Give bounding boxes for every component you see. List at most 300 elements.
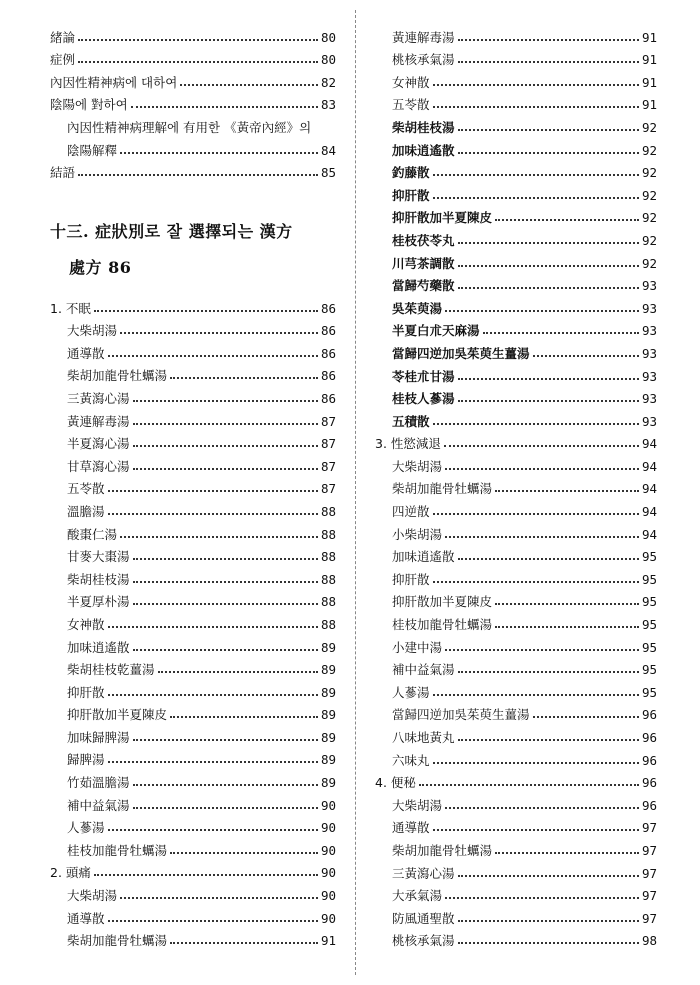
dot-leader [170,852,318,854]
toc-entry-title: 補中益氣湯 [67,797,130,813]
toc-entry [50,519,336,542]
dot-leader [433,762,639,764]
toc-entry-page: 92 [641,165,657,181]
toc-entry [50,474,336,497]
dot-leader [458,558,639,560]
toc-entry-page: 95 [641,662,657,678]
toc-entry [50,677,336,700]
toc-entry-page: 90 [320,842,336,858]
toc-entry-title: 甘草瀉心湯 [67,458,130,474]
dot-leader [120,152,318,154]
toc-entry-page: 88 [320,571,336,587]
dot-leader [433,174,639,176]
dot-leader [483,332,639,334]
toc-entry-page: 90 [320,910,336,926]
toc-entry [375,158,657,181]
toc-entry [50,429,336,452]
toc-entry-title: 桂枝加龍骨牡蠣湯 [392,617,493,633]
toc-entry-title: 抑肝散加半夏陳皮 [67,707,168,723]
dot-leader [78,61,318,63]
dot-leader [133,423,318,425]
toc-entry-title: 溫膽湯 [67,503,105,519]
dot-leader [108,626,318,628]
toc-right [375,22,657,948]
toc-entry-page: 94 [641,481,657,497]
toc-entry-page: 80 [320,52,336,68]
toc-entry-page: 96 [641,730,657,745]
toc-entry-title: 4. 便秘 [375,775,416,791]
dot-leader [495,626,639,628]
dot-leader [458,739,639,741]
toc-entry-page: 83 [320,97,336,113]
dot-leader [433,581,639,583]
dot-leader [133,603,318,605]
toc-entry-title: 六味丸 [392,752,430,768]
toc-entry [50,767,336,790]
toc-entry [50,609,336,632]
toc-entry [375,881,657,904]
toc-entry-page: 80 [320,29,336,45]
toc-entry [50,722,336,745]
dot-leader [495,490,639,492]
toc-entry [375,519,657,542]
toc-entry-title: 大柴胡湯 [67,323,118,339]
toc-entry-page: 88 [320,616,336,632]
toc-entry-title: 通導散 [67,910,105,926]
dot-leader [495,852,639,854]
toc-entry-page: 90 [320,888,336,904]
toc-entry-title: 三黃瀉心湯 [67,390,130,406]
toc-entry-title: 桂枝加龍骨牡蠣湯 [67,842,168,858]
toc-entry [375,316,657,339]
toc-entry-title: 柴胡加龍骨牡蠣湯 [67,368,168,384]
toc-entry [50,700,336,723]
toc-entry [50,90,336,113]
toc-entry-title: 大承氣湯 [392,888,443,904]
dot-leader [108,490,318,492]
column-divider [355,10,356,975]
toc-entry-title: 陰陽解釋 [67,142,118,158]
toc-entry-title: 加味逍遙散 [392,142,455,158]
toc-entry-title: 柴胡加龍骨牡蠣湯 [67,933,168,949]
toc-entry-title: 大柴胡湯 [67,888,118,904]
toc-entry-title: 酸棗仁湯 [67,526,118,542]
dot-leader [458,942,639,944]
dot-leader [458,875,639,877]
toc-entry-title: 桃核承氣湯 [392,52,455,68]
toc-entry-title: 黃連解毒湯 [67,413,130,429]
dot-leader [133,739,318,741]
toc-entry [375,384,657,407]
toc-entry-page: 86 [320,345,336,361]
toc-entry-title: 苓桂朮甘湯 [392,368,455,384]
toc-entry-page: 90 [320,865,336,881]
toc-entry-page: 92 [641,142,657,158]
toc-entry-page: 94 [641,458,657,474]
toc-entry [375,903,657,926]
toc-entry-title: 桂枝茯苓丸 [392,232,455,248]
dot-leader [120,536,318,538]
toc-entry-page: 93 [641,300,657,316]
toc-entry-page: 86 [320,368,336,384]
toc-entry-title: 當歸芍藥散 [392,278,455,294]
toc-entry-page: 96 [641,775,657,791]
toc-entry-page: 91 [320,933,336,949]
toc-entry-page: 92 [641,119,657,135]
dot-leader [120,897,318,899]
dot-leader [180,84,318,86]
dot-leader [433,829,639,831]
section-heading [50,218,340,282]
toc-entry-page: 97 [641,842,657,858]
toc-entry-title: 通導散 [67,345,105,361]
toc-entry [375,496,657,519]
toc-entry-page: 89 [320,639,336,655]
toc-entry [50,880,336,903]
toc-entry-title: 緒論 [50,29,76,45]
toc-entry-title: 五苓散 [392,97,430,113]
toc-entry-title: 小柴胡湯 [392,526,443,542]
dot-leader [133,558,318,560]
dot-leader [433,106,639,108]
toc-entry-page: 90 [320,797,336,813]
toc-entry-page: 97 [641,888,657,904]
toc-entry-page: 87 [320,436,336,452]
toc-entry-page: 86 [320,300,336,316]
toc-entry [375,768,657,791]
dot-leader [170,377,318,379]
toc-entry-page: 87 [320,458,336,474]
toc-entry-page: 84 [320,142,336,158]
toc-entry-page: 93 [641,391,657,407]
toc-entry-title: 柴胡桂枝湯 [67,571,130,587]
toc-entry-page: 89 [320,684,336,700]
toc-entry [375,722,657,745]
toc-entry-title: 防風通聖散 [392,910,455,926]
toc-entry [375,180,657,203]
toc-entry-page: 91 [641,97,657,113]
toc-entry [375,293,657,316]
toc-entry-title: 川芎茶調散 [392,255,455,271]
dot-leader [458,61,639,63]
toc-entry-title: 桂枝人蔘湯 [392,391,455,407]
toc-entry [375,203,657,226]
toc-entry-page: 95 [641,549,657,565]
toc-entry-page: 89 [320,707,336,723]
dot-leader [78,39,318,41]
toc-entry-page: 98 [641,933,657,949]
toc-entry-page: 94 [641,526,657,542]
toc-entry-title: 女神散 [392,74,430,90]
dot-leader [108,920,318,922]
toc-entry-title: 人蔘湯 [392,684,430,700]
dot-leader [433,423,639,425]
dot-leader [170,942,318,944]
dot-leader [433,513,639,515]
toc-entry-page: 93 [641,345,657,361]
toc-entry-page: 89 [320,752,336,768]
toc-entry-title: 內因性精神病에 대하여 [50,74,178,90]
dot-leader [445,310,639,312]
toc-entry-title: 半夏瀉心湯 [67,436,130,452]
dot-leader [108,761,318,763]
toc-entry-title: 桃核承氣湯 [392,933,455,949]
toc-entry [50,293,336,316]
toc-entry [375,926,657,949]
dot-leader [433,84,639,86]
toc-entry [50,451,336,474]
toc-entry-page: 86 [320,390,336,406]
dot-leader [495,603,639,605]
toc-entry-title: 大柴胡湯 [392,797,443,813]
toc-entry [50,496,336,519]
toc-entry-page: 93 [641,323,657,339]
toc-entry-page: 86 [320,323,336,339]
toc-entry-page: 88 [320,503,336,519]
dot-leader [495,219,639,221]
toc-entry-title: 柴胡加龍骨牡蠣湯 [392,842,493,858]
dot-leader [458,920,639,922]
toc-entry-title: 抑肝散 [67,684,105,700]
toc-entry-title: 大柴胡湯 [392,458,443,474]
toc-entry-title: 結語 [50,165,76,181]
toc-entry [375,609,657,632]
toc-left-bottom [50,293,336,948]
toc-entry [375,225,657,248]
dot-leader [458,671,639,673]
toc-entry-title: 通導散 [392,820,430,836]
toc-entry-title: 抑肝散 [392,187,430,203]
toc-entry-title: 1. 不眠 [50,300,91,316]
toc-entry [50,835,336,858]
toc-entry [375,790,657,813]
dot-leader [458,242,639,244]
toc-entry-title: 半夏厚朴湯 [67,594,130,610]
toc-entry [375,813,657,836]
dot-leader [133,581,318,583]
toc-entry-title: 抑肝散加半夏陳皮 [392,210,493,226]
toc-entry-title: 抑肝散 [392,571,430,587]
section-title-line1: 十三. 症狀別로 잘 選擇되는 漢方 [50,222,293,241]
toc-entry [375,745,657,768]
dot-leader [120,332,318,334]
dot-leader [445,897,639,899]
toc-entry-title: 當歸四逆加吳茱萸生薑湯 [392,345,530,361]
toc-entry-title: 半夏白朮天麻湯 [392,323,480,339]
toc-entry-page: 92 [641,232,657,248]
toc-entry [375,248,657,271]
dot-leader [108,355,318,357]
toc-left-top [50,22,336,180]
toc-entry-page: 94 [641,504,657,520]
toc-entry-page: 85 [320,165,336,181]
toc-entry-title: 柴胡桂枝乾薑湯 [67,662,155,678]
dot-leader [433,197,639,199]
toc-entry-title: 五積散 [392,413,430,429]
toc-entry [375,112,657,135]
toc-entry [50,813,336,836]
toc-entry [50,338,336,361]
toc-entry-title: 竹茹溫膽湯 [67,775,130,791]
toc-entry-page: 96 [641,797,657,813]
toc-entry-page: 93 [641,413,657,429]
dot-leader [458,39,639,41]
toc-entry [375,655,657,678]
dot-leader [78,174,318,176]
toc-entry [50,564,336,587]
toc-entry-title: 三黃瀉心湯 [392,865,455,881]
toc-entry-page: 93 [641,368,657,384]
dot-leader [433,694,639,696]
toc-entry [375,271,657,294]
toc-entry-page: 95 [641,571,657,587]
toc-entry [50,22,336,45]
dot-leader [458,152,639,154]
toc-entry [50,135,336,158]
toc-entry [375,587,657,610]
toc-entry-page: 94 [641,436,657,452]
toc-entry [375,406,657,429]
toc-entry-page: 87 [320,481,336,497]
toc-entry-title: 補中益氣湯 [392,662,455,678]
dot-leader [108,829,318,831]
toc-entry [50,67,336,90]
dot-leader [445,649,639,651]
toc-entry-page: 82 [320,74,336,90]
toc-entry [50,361,336,384]
toc-entry-page: 91 [641,74,657,90]
toc-entry-title: 內因性精神病理解에 有用한 《黃帝內經》의 [67,119,312,135]
toc-entry-page: 97 [641,820,657,836]
dot-leader [133,445,318,447]
toc-entry-page: 91 [641,29,657,45]
toc-entry-page: 90 [320,820,336,836]
toc-entry-page: 87 [320,413,336,429]
dot-leader [458,400,639,402]
toc-entry [375,67,657,90]
toc-entry [50,903,336,926]
toc-entry-title: 釣藤散 [392,165,430,181]
toc-entry [375,835,657,858]
toc-entry-page: 92 [641,255,657,271]
toc-entry-title: 人蔘湯 [67,820,105,836]
dot-leader [445,536,639,538]
toc-entry-title: 歸脾湯 [67,752,105,768]
dot-leader [133,807,318,809]
toc-entry-page: 88 [320,594,336,610]
toc-entry-page: 88 [320,549,336,565]
dot-leader [133,784,318,786]
toc-entry-page: 96 [641,707,657,723]
toc-entry-title: 抑肝散加半夏陳皮 [392,594,493,610]
toc-entry-title: 症例 [50,52,76,68]
toc-entry [50,112,336,135]
toc-entry-page: 93 [641,278,657,294]
toc-entry [50,316,336,339]
toc-entry [375,90,657,113]
dot-leader [533,716,639,718]
toc-entry-title: 甘麥大棗湯 [67,549,130,565]
toc-entry-page: 92 [641,187,657,203]
dot-leader [131,106,318,108]
toc-entry-page: 91 [641,52,657,68]
dot-leader [170,716,318,718]
toc-entry-page: 95 [641,594,657,610]
dot-leader [419,784,639,786]
toc-entry-page: 96 [641,752,657,768]
dot-leader [445,468,639,470]
dot-leader [458,129,639,131]
toc-entry [375,45,657,68]
toc-entry [50,790,336,813]
dot-leader [133,468,318,470]
toc-entry-page: 97 [641,865,657,881]
toc-entry-title: 陰陽에 對하여 [50,97,128,113]
dot-leader [94,310,318,312]
toc-entry-page: 95 [641,639,657,655]
toc-entry-title: 2. 頭痛 [50,865,91,881]
dot-leader [533,355,639,357]
toc-entry-title: 小建中湯 [392,639,443,655]
toc-entry [50,745,336,768]
toc-entry [375,564,657,587]
toc-entry-page: 92 [641,210,657,226]
toc-entry [50,632,336,655]
toc-entry [375,858,657,881]
toc-entry [50,587,336,610]
toc-entry [50,406,336,429]
toc-entry-title: 加味逍遙散 [67,639,130,655]
toc-entry [50,655,336,678]
dot-leader [108,694,318,696]
toc-entry-title: 加味歸脾湯 [67,729,130,745]
toc-entry [375,135,657,158]
toc-entry-title: 吳茱萸湯 [392,300,443,316]
dot-leader [458,378,639,380]
toc-entry-page: 89 [320,729,336,745]
toc-entry-page: 88 [320,526,336,542]
toc-entry [50,158,336,181]
toc-entry [50,383,336,406]
dot-leader [133,649,318,651]
dot-leader [458,287,639,289]
toc-entry-title: 柴胡加龍骨牡蠣湯 [392,481,493,497]
toc-entry-title: 四逆散 [392,504,430,520]
toc-entry-page: 89 [320,662,336,678]
toc-entry-title: 3. 性慾減退 [375,436,441,452]
toc-entry-title: 柴胡桂枝湯 [392,119,455,135]
toc-entry-page: 97 [641,910,657,926]
dot-leader [445,807,639,809]
toc-entry [375,429,657,452]
toc-entry [50,926,336,949]
toc-entry-title: 黃連解毒湯 [392,29,455,45]
dot-leader [158,671,318,673]
dot-leader [108,513,318,515]
toc-entry-title: 當歸四逆加吳茱萸生薑湯 [392,707,530,723]
toc-entry-page: 95 [641,684,657,700]
toc-entry-title: 五苓散 [67,481,105,497]
toc-entry [375,474,657,497]
toc-entry-title: 八味地黃丸 [392,730,455,745]
toc-entry [50,542,336,565]
section-title-line2: 處方 86 [69,258,132,277]
toc-entry [375,632,657,655]
toc-entry-page: 95 [641,617,657,633]
toc-entry [375,361,657,384]
toc-entry [50,45,336,68]
toc-entry-title: 女神散 [67,616,105,632]
